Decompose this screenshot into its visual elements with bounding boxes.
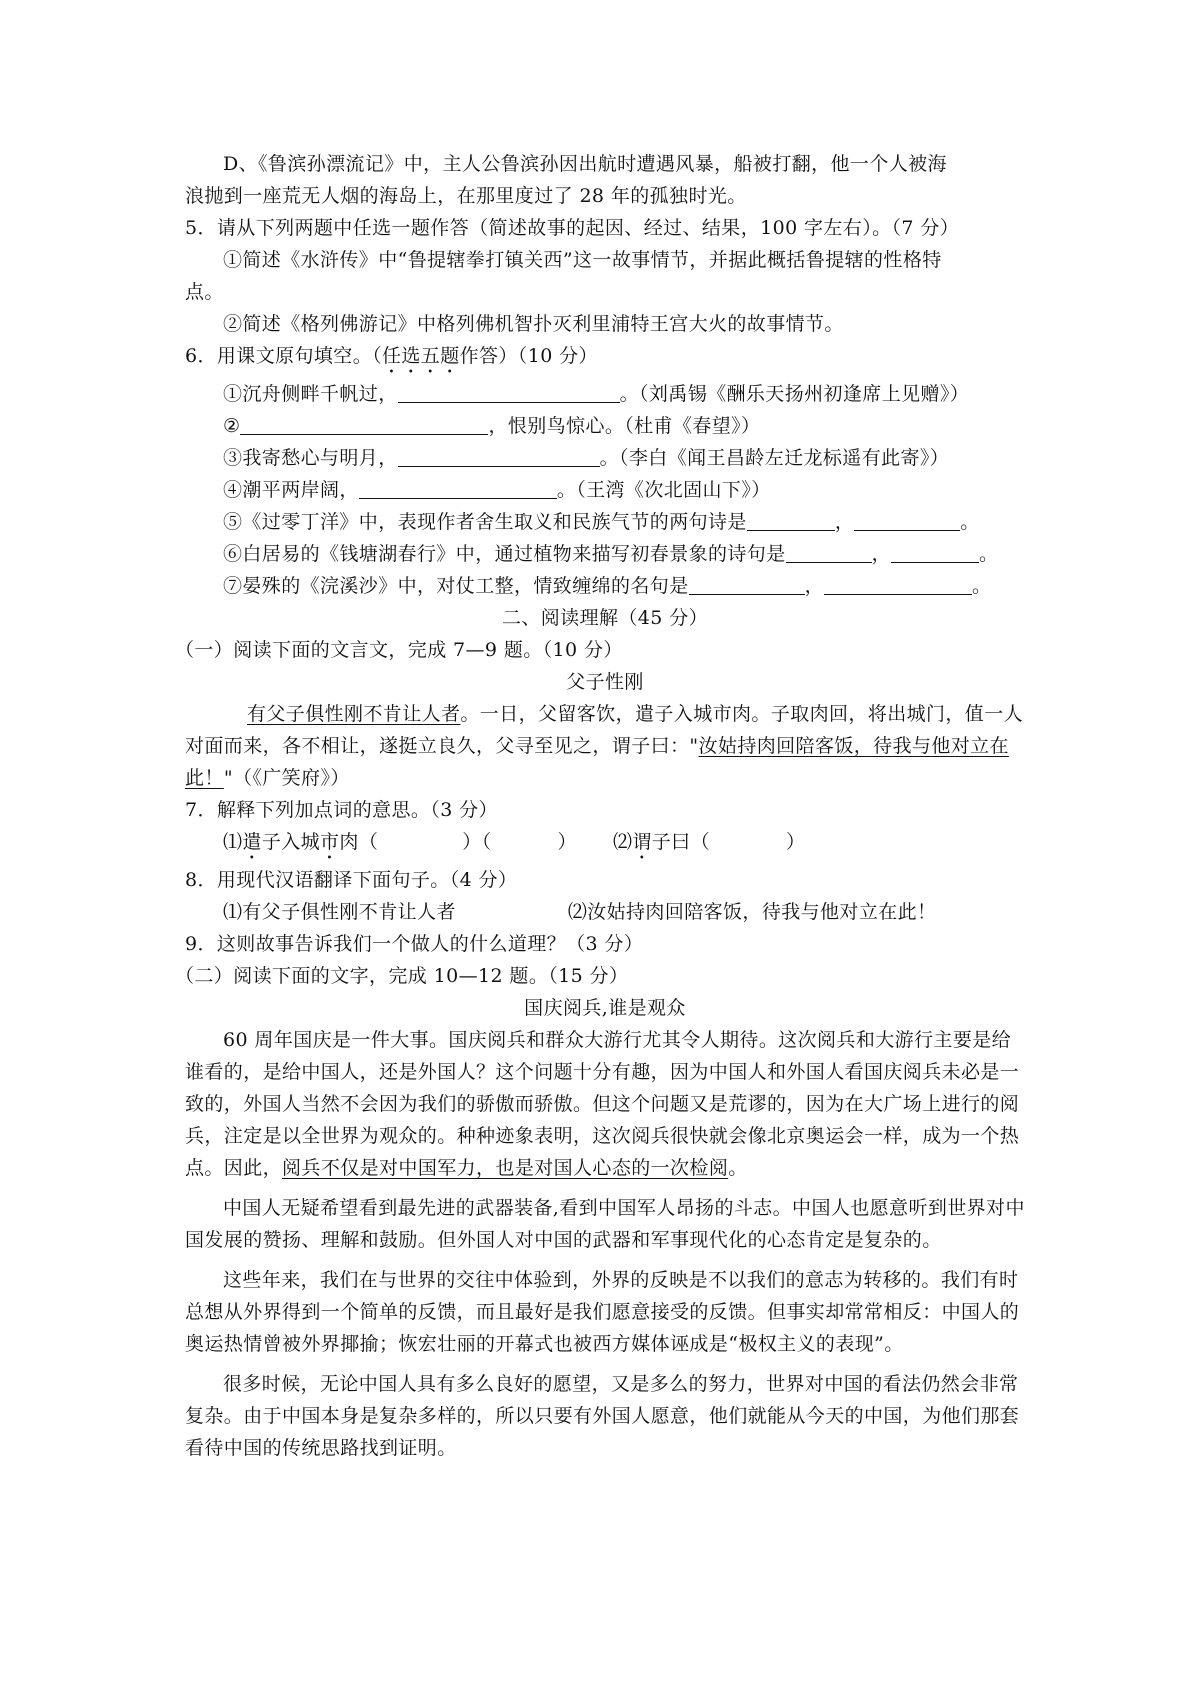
- article-paragraph-2: 中国人无疑希望看到最先进的武器装备,看到中国军人昂扬的斗志。中国人也愿意听到世界对中国发展的赞扬、理解和鼓励。但外国人对中国的武器和军事现代化的心态肯定是复杂的。: [185, 1197, 1025, 1251]
- q6-stem-end: 作答）（10 分）: [459, 345, 598, 367]
- answer-blank[interactable]: [854, 510, 960, 531]
- q6-item4: [185, 474, 1025, 506]
- q7-item2-num: ⑵: [612, 831, 633, 853]
- q6-item3-text: ③我寄愁心与明月，: [223, 447, 398, 469]
- passage-title: 父子性刚: [566, 671, 644, 693]
- part1-intro: （一）阅读下面的文言文，完成 7—9 题。（10 分）: [175, 639, 623, 661]
- q6-item7-text: ⑦晏殊的《浣溪沙》中，对仗工整，情致缠绵的名句是: [223, 575, 689, 597]
- q5-option1-line2: 点。: [185, 281, 224, 303]
- q8-items: [185, 896, 1025, 928]
- passage-text-2: "（《广笑府》）: [223, 767, 350, 789]
- q6-item4-source: 。（王湾《次北固山下》）: [556, 479, 771, 501]
- q6-item6-text: ⑥白居易的《钱塘湖春行》中，通过植物来描写初春景象的诗句是: [223, 543, 786, 565]
- q6-item7-comma: ，: [804, 575, 825, 597]
- q7-dotted-word-1: 遣: [242, 831, 262, 853]
- q6-item5-text: ⑤《过零丁洋》中，表现作者舍生取义和民族气节的两句诗是: [223, 511, 747, 533]
- q6-item6: [185, 538, 1025, 570]
- paragraph-1-end: 。: [728, 1157, 748, 1179]
- q6-item3: [185, 442, 1025, 474]
- article-paragraph-3: 这些年来，我们在与世界的交往中体验到，外界的反映是不以我们的意志为转移的。我们有时总想从外界得到一个简单的反馈，而且最好是我们愿意接受的反馈。但事实却常常相反：中国人的奥运热情曾被外界揶揄；恢宏壮丽的开幕式也被西方媒体诬成是“极权主义的表现”。: [185, 1269, 1020, 1355]
- q7-item1-mid: ）（: [462, 831, 492, 853]
- q7-dotted-word-3: 谓: [632, 831, 652, 853]
- classical-passage: [185, 698, 1025, 794]
- q6-item6-end: 。: [979, 543, 999, 565]
- q4-option-d-line1: D、《鲁滨孙漂流记》中，主人公鲁滨孙因出航时遭遇风暴，船被打翻，他一个人被海: [223, 153, 947, 175]
- q7-stem: 7．解释下列加点词的意思。（3 分）: [185, 799, 498, 821]
- answer-blank[interactable]: [398, 446, 600, 467]
- answer-blank[interactable]: [891, 542, 979, 563]
- q6-item5: [185, 506, 1025, 538]
- q6-item5-comma: ，: [834, 511, 855, 533]
- q7-item1-text: 子入城: [261, 831, 321, 853]
- answer-blank[interactable]: [240, 414, 488, 435]
- answer-blank[interactable]: [398, 382, 620, 403]
- q7-dotted-word-2: 市: [320, 831, 340, 853]
- q7-items: [185, 826, 1025, 864]
- answer-blank[interactable]: [689, 574, 805, 595]
- article-title: 国庆阅兵,谁是观众: [524, 997, 686, 1019]
- q6-item7: [185, 570, 1025, 602]
- underlined-sentence-1: 有父子俱性刚不肯让人者: [247, 703, 461, 725]
- q6-item7-end: 。: [972, 575, 992, 597]
- underlined-sentence-3: 阅兵不仅是对中国军力，也是对国人心态的一次检阅: [282, 1157, 729, 1179]
- q9-stem: 9．这则故事告诉我们一个做人的什么道理？（3 分）: [185, 933, 644, 955]
- q6-stem-start: 6．用课文原句填空。（: [185, 345, 382, 367]
- q6-stem-emphasis: 任选五题: [382, 345, 460, 367]
- quote-mark: ": [689, 735, 699, 757]
- q6-item2-text: ，恨别鸟惊心。（杜甫《春望》）: [488, 415, 761, 437]
- q5-option2: ②简述《格列佛游记》中格列佛机智扑灭利里浦特王宫大火的故事情节。: [223, 313, 844, 335]
- q6-item2-num: ②: [223, 415, 241, 437]
- passage-text-1: 。一日，父留客饮，遣子入城市肉。子取肉回，将出城门，值一人对面而来，各不相让，遂挺立良久，父寻至见之，谓子曰：: [185, 703, 1024, 757]
- q5-option1-line1: ①简述《水浒传》中“鲁提辖拳打镇关西”这一故事情节，并据此概括鲁提辖的性格特: [223, 249, 942, 271]
- article-paragraph-1: [185, 1024, 1025, 1184]
- q7-item2-close: ）: [785, 831, 806, 853]
- answer-blank[interactable]: [786, 542, 872, 563]
- paragraph-1-text: 60 周年国庆是一件大事。国庆阅兵和群众大游行尤其令人期待。这次阅兵和大游行主要是给谁看的，是给中国人，还是外国人？这个问题十分有趣，因为中国人和外国人看国庆阅兵未必是一致的，外国人当然不会因为我们的骄傲而骄傲。但这个问题又是荒谬的，因为在大广场上进行的阅兵，注定是以全世界为观众的。种种迹象表明，这次阅兵很快就会像北京奥运会一样，成为一个热点。因此，: [185, 1029, 1020, 1179]
- answer-blank[interactable]: [747, 510, 835, 531]
- q6-item5-end: 。: [960, 511, 980, 533]
- q6-item1: [185, 378, 1025, 410]
- q6-item6-comma: ，: [871, 543, 892, 565]
- q8-sentence-1: ⑴有父子俱性刚不肯让人者: [223, 901, 456, 923]
- q5-stem: 5．请从下列两题中任选一题作答（简述故事的起因、经过、结果，100 字左右）。（7 分）: [185, 217, 960, 239]
- q8-stem: 8．用现代汉语翻译下面句子。（4 分）: [185, 869, 518, 891]
- q6-item2: [185, 410, 1025, 442]
- q8-sentence-2: ⑵汝姑持肉回陪客饭，待我与他对立在此！: [567, 901, 937, 923]
- q6-item1-text: ①沉舟侧畔千帆过，: [223, 383, 398, 405]
- q7-item1-num: ⑴: [223, 831, 243, 853]
- q4-option-d-line2: 浪抛到一座荒无人烟的海岛上，在那里度过了 28 年的孤独时光。: [185, 185, 747, 207]
- q7-item1-close: ）: [557, 831, 577, 853]
- q6-stem: [185, 340, 1025, 378]
- part2-intro: （二）阅读下面的文字，完成 10—12 题。（15 分）: [175, 965, 629, 987]
- section-heading: 二、阅读理解（45 分）: [501, 607, 709, 629]
- q7-item2-open: 子曰（: [651, 831, 710, 853]
- answer-blank[interactable]: [359, 478, 557, 499]
- q6-item4-text: ④潮平两岸阔，: [223, 479, 359, 501]
- answer-blank[interactable]: [824, 574, 972, 595]
- article-paragraph-4: 很多时候，无论中国人具有多么良好的愿望，又是多么的努力，世界对中国的看法仍然会非常复杂。由于中国本身是复杂多样的，所以只要有外国人愿意，他们就能从今天的中国，为他们那套看待中国的传统思路找到证明。: [185, 1373, 1020, 1459]
- q7-item1-open: 肉（: [339, 831, 379, 853]
- underlined-sentence-2: 汝姑持肉回陪客饭，待我与他对立在此！: [185, 735, 1009, 789]
- q6-item3-source: 。（李白《闻王昌龄左迁龙标遥有此寄》）: [599, 447, 950, 469]
- q6-item1-source: 。（刘禹锡《酬乐天扬州初逢席上见赠》）: [619, 383, 970, 405]
